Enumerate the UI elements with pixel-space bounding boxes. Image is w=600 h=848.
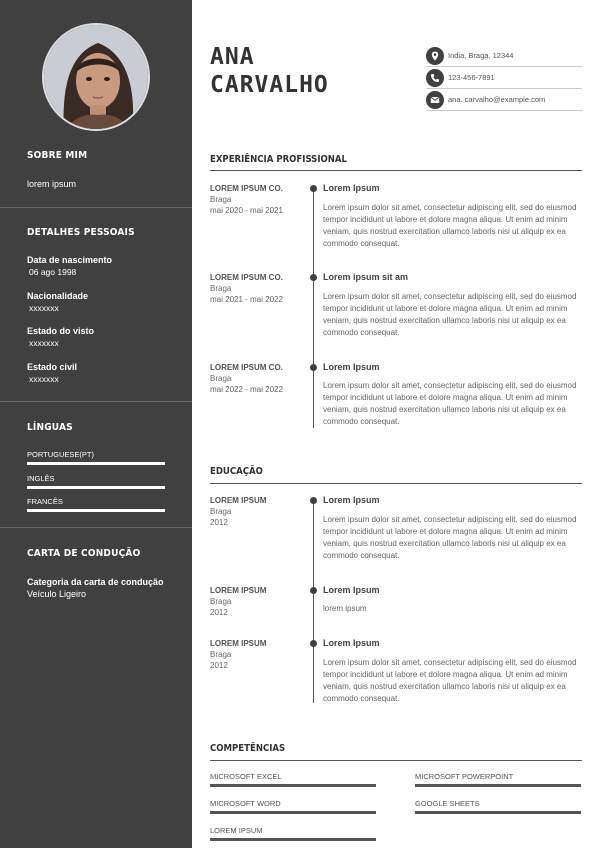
skill-item	[415, 772, 581, 787]
language-item	[27, 497, 165, 512]
skill-level-bar	[210, 838, 376, 841]
profile-photo	[42, 23, 150, 131]
language-level-bar	[27, 509, 165, 512]
education-description: Lorem ipsum dolor sit amet, consectetur adipiscing elit, sed do eiusmod tempor incididunt ut labore et dolore magna aliqua. Ut enim ad minim veniam, quis nostrud exercitation ullamco laboris nisi ut aliquip ex ea commodo consequat.	[323, 515, 577, 560]
timeline-dot	[310, 640, 317, 647]
experience-role: Lorem Ipsum	[323, 362, 380, 372]
experience-role: Lorem ipsum sit am	[323, 272, 409, 282]
education-description: Lorem ipsum dolor sit amet, consectetur adipiscing elit, sed do eiusmod tempor incididunt ut labore et dolore magna aliqua. Ut enim ad minim veniam, quis nostrud exercitation ullamco laboris nisi ut aliquip ex ea commodo consequat.	[323, 658, 577, 703]
education-city: Braga	[210, 650, 232, 659]
address-text: India, Braga, 12344	[448, 51, 514, 60]
experience-company: LOREM IPSUM CO.	[210, 273, 283, 282]
detail-label: Estado do visto	[27, 326, 95, 336]
skill-level-bar	[210, 811, 376, 814]
timeline-dot	[310, 185, 317, 192]
about-text: lorem ipsum	[27, 179, 77, 189]
education-school: LOREM IPSUM	[210, 639, 267, 648]
education-year: 2012	[210, 518, 228, 527]
section-rule	[210, 483, 582, 484]
experience-dates: mai 2020 - mai 2021	[210, 206, 283, 215]
experience-city: Braga	[210, 195, 232, 204]
skill-name: LOREM IPSUM	[210, 826, 263, 835]
education-year: 2012	[210, 608, 228, 617]
education-degree: Lorem Ipsum	[323, 585, 380, 595]
section-rule	[210, 170, 582, 171]
detail-value: xxxxxxx	[29, 338, 59, 348]
sidebar-divider	[0, 527, 192, 528]
education-degree: Lorem Ipsum	[323, 638, 380, 648]
experience-dates: mai 2022 - mai 2022	[210, 385, 283, 394]
sidebar	[0, 0, 192, 848]
contact-email	[426, 91, 582, 109]
sidebar-divider	[0, 401, 192, 402]
details-title: DETALHES PESSOAIS	[27, 227, 135, 238]
avatar-icon	[44, 25, 150, 131]
license-value: Veículo Ligeiro	[27, 589, 87, 599]
language-name: INGLÊS	[27, 474, 55, 483]
languages-title: LÍNGUAS	[27, 422, 73, 433]
language-name: FRANCÊS	[27, 497, 63, 506]
experience-dates: mai 2021 - mai 2022	[210, 295, 283, 304]
timeline-dot	[310, 364, 317, 371]
license-label: Categoria da carta de condução	[27, 577, 164, 587]
contact-divider	[426, 88, 582, 89]
experience-timeline	[313, 188, 314, 428]
timeline-dot	[310, 497, 317, 504]
detail-value: 06 ago 1998	[29, 267, 77, 277]
skill-item	[210, 772, 376, 787]
location-pin-icon	[426, 47, 444, 65]
phone-icon	[426, 69, 444, 87]
skill-level-bar	[415, 784, 581, 787]
experience-description: Lorem ipsum dolor sit amet, consectetur adipiscing elit, sed do eiusmod tempor incididunt ut labore et dolore magna aliqua. Ut enim ad minim veniam, quis nostrud exercitation ullamco laboris nisi ut aliquip ex ea commodo consequat.	[323, 381, 577, 426]
skill-item	[210, 826, 376, 841]
timeline-dot	[310, 274, 317, 281]
skill-item	[210, 799, 376, 814]
contact-divider	[426, 110, 582, 111]
education-timeline	[313, 500, 314, 703]
sidebar-divider	[0, 207, 192, 208]
experience-description: Lorem ipsum dolor sit amet, consectetur adipiscing elit, sed do eiusmod tempor incididunt ut labore et dolore magna aliqua. Ut enim ad minim veniam, quis nostrud exercitation ullamco laboris nisi ut aliquip ex ea commodo consequat.	[323, 203, 577, 248]
contact-phone	[426, 69, 582, 87]
education-city: Braga	[210, 507, 232, 516]
language-item	[27, 474, 165, 489]
license-title: CARTA DE CONDUÇÃO	[27, 548, 141, 559]
detail-label: Estado civil	[27, 362, 78, 372]
education-year: 2012	[210, 661, 228, 670]
education-description: lorem ipsum	[323, 604, 367, 613]
about-title: SOBRE MIM	[27, 150, 88, 161]
experience-title: EXPERIÊNCIA PROFISSIONAL	[210, 154, 347, 165]
education-degree: Lorem Ipsum	[323, 495, 380, 505]
detail-value: xxxxxxx	[29, 374, 59, 384]
language-name: PORTUGUESE(PT)	[27, 450, 94, 459]
email-text[interactable]: ana. carvalho@example.com	[448, 95, 546, 104]
skills-title: COMPETÊNCIAS	[210, 743, 286, 754]
skill-name: MICROSOFT EXCEL	[210, 772, 282, 781]
education-school: LOREM IPSUM	[210, 496, 267, 505]
timeline-dot	[310, 587, 317, 594]
contact-address	[426, 47, 582, 65]
last-name: CARVALHO	[210, 72, 329, 98]
detail-label: Data de nascimento	[27, 255, 113, 265]
experience-city: Braga	[210, 374, 232, 383]
experience-company: LOREM IPSUM CO.	[210, 184, 283, 193]
language-level-bar	[27, 462, 165, 465]
contact-divider	[426, 66, 582, 67]
education-school: LOREM IPSUM	[210, 586, 267, 595]
language-item	[27, 450, 165, 465]
skill-name: MICROSOFT POWERPOINT	[415, 772, 514, 781]
phone-text: 123-456-7891	[448, 73, 495, 82]
section-rule	[210, 760, 582, 761]
experience-description: Lorem ipsum dolor sit amet, consectetur adipiscing elit, sed do eiusmod tempor incididunt ut labore et dolore magna aliqua. Ut enim ad minim veniam, quis nostrud exercitation ullamco laboris nisi ut aliquip ex ea commodo consequat.	[323, 292, 577, 337]
experience-role: Lorem Ipsum	[323, 183, 380, 193]
skill-name: GOOGLE SHEETS	[415, 799, 480, 808]
mail-icon	[426, 91, 444, 109]
skill-name: MICROSOFT WORD	[210, 799, 281, 808]
experience-company: LOREM IPSUM CO.	[210, 363, 283, 372]
education-title: EDUCAÇÃO	[210, 466, 263, 477]
detail-value: xxxxxxx	[29, 303, 59, 313]
language-level-bar	[27, 486, 165, 489]
skill-item	[415, 799, 581, 814]
first-name: ANA	[210, 44, 255, 70]
detail-label: Nacionalidade	[27, 291, 89, 301]
experience-city: Braga	[210, 284, 232, 293]
education-city: Braga	[210, 597, 232, 606]
skill-level-bar	[415, 811, 581, 814]
skill-level-bar	[210, 784, 376, 787]
